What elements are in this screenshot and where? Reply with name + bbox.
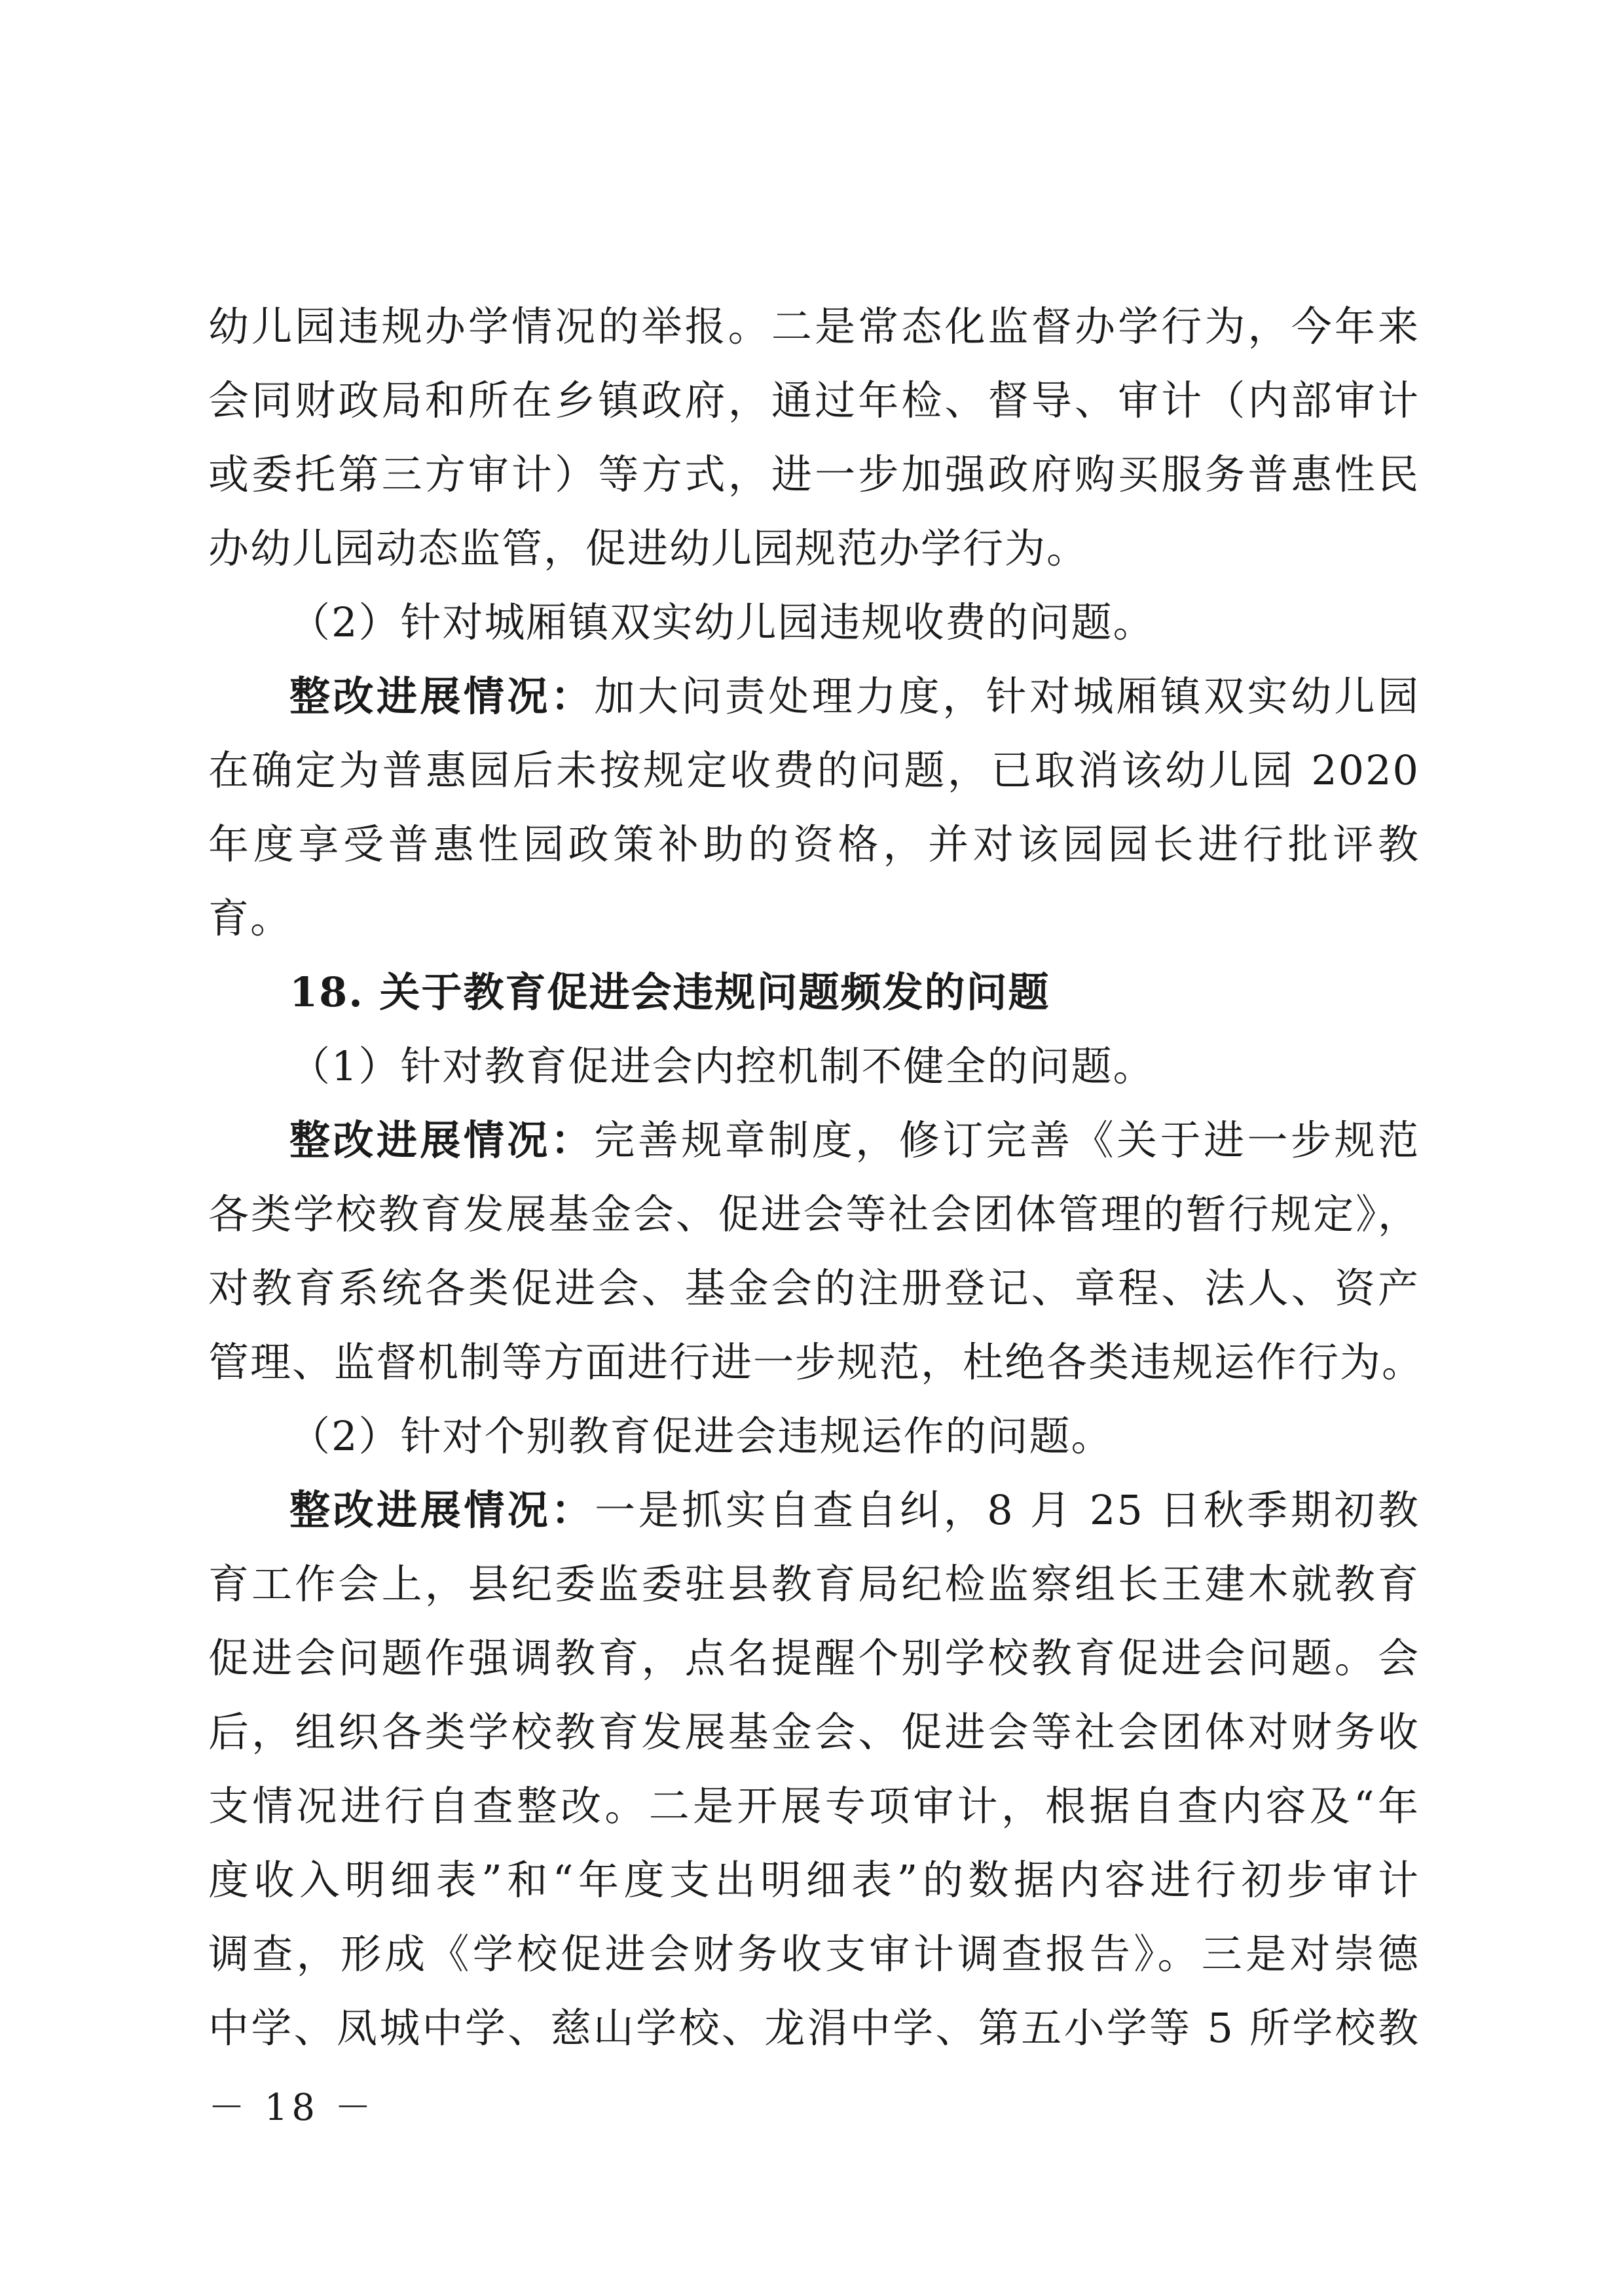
body-line: 对教育系统各类促进会、基金会的注册登记、章程、法人、资产 <box>208 1264 1420 1312</box>
body-line: 会同财政局和所在乡镇政府，通过年检、督导、审计（内部审计 <box>208 376 1420 424</box>
document-body <box>208 289 1424 2065</box>
body-line: 幼儿园违规办学情况的举报。二是常态化监督办学行为，今年来 <box>208 302 1420 350</box>
body-line: 度收入明细表”和“年度支出明细表”的数据内容进行初步审计 <box>208 1856 1420 1904</box>
body-line: 在确定为普惠园后未按规定收费的问题，已取消该幼儿园 2020 <box>208 746 1420 794</box>
body-line: 中学、凤城中学、慈山学校、龙涓中学、第五小学等 5 所学校教 <box>208 2004 1420 2052</box>
progress-lead-label: 整改进展情况： <box>289 672 595 720</box>
body-line: 各类学校教育发展基金会、促进会等社会团体管理的暂行规定》， <box>208 1190 1420 1238</box>
progress-paragraph-line <box>208 1103 1420 1177</box>
body-line: 育。 <box>208 894 293 942</box>
progress-lead-label: 整改进展情况： <box>289 1486 595 1534</box>
subsection-heading: （2）针对个别教育促进会违规运作的问题。 <box>289 1412 1113 1460</box>
page-number: － 18 － <box>208 2086 375 2129</box>
body-text: 一是抓实自查自纠，8 月 25 日秋季期初教 <box>595 1486 1420 1534</box>
body-text: 加大问责处理力度，针对城厢镇双实幼儿园 <box>594 672 1420 720</box>
body-line: 管理、监督机制等方面进行进一步规范，杜绝各类违规运作行为。 <box>208 1338 1424 1386</box>
progress-paragraph-line <box>208 659 1420 733</box>
body-line: 后，组织各类学校教育发展基金会、促进会等社会团体对财务收 <box>208 1708 1420 1756</box>
section-heading: 18. 关于教育促进会违规问题频发的问题 <box>289 968 1050 1016</box>
body-line: 支情况进行自查整改。二是开展专项审计，根据自查内容及“年 <box>208 1782 1420 1830</box>
body-line: 调查，形成《学校促进会财务收支审计调查报告》。三是对崇德 <box>208 1930 1420 1978</box>
subsection-heading: （2）针对城厢镇双实幼儿园违规收费的问题。 <box>289 598 1155 646</box>
body-line: 年度享受普惠性园政策补助的资格，并对该园园长进行批评教 <box>208 820 1420 868</box>
body-text: 完善规章制度，修订完善《关于进一步规范 <box>594 1116 1420 1164</box>
body-line: 或委托第三方审计）等方式，进一步加强政府购买服务普惠性民 <box>208 450 1420 498</box>
body-line: 办幼儿园动态监管，促进幼儿园规范办学行为。 <box>208 524 1089 572</box>
progress-paragraph-line <box>208 1473 1420 1547</box>
progress-lead-label: 整改进展情况： <box>289 1116 595 1164</box>
body-line: 促进会问题作强调教育，点名提醒个别学校教育促进会问题。会 <box>208 1634 1420 1682</box>
subsection-heading: （1）针对教育促进会内控机制不健全的问题。 <box>289 1042 1155 1090</box>
body-line: 育工作会上，县纪委监委驻县教育局纪检监察组长王建木就教育 <box>208 1560 1420 1608</box>
